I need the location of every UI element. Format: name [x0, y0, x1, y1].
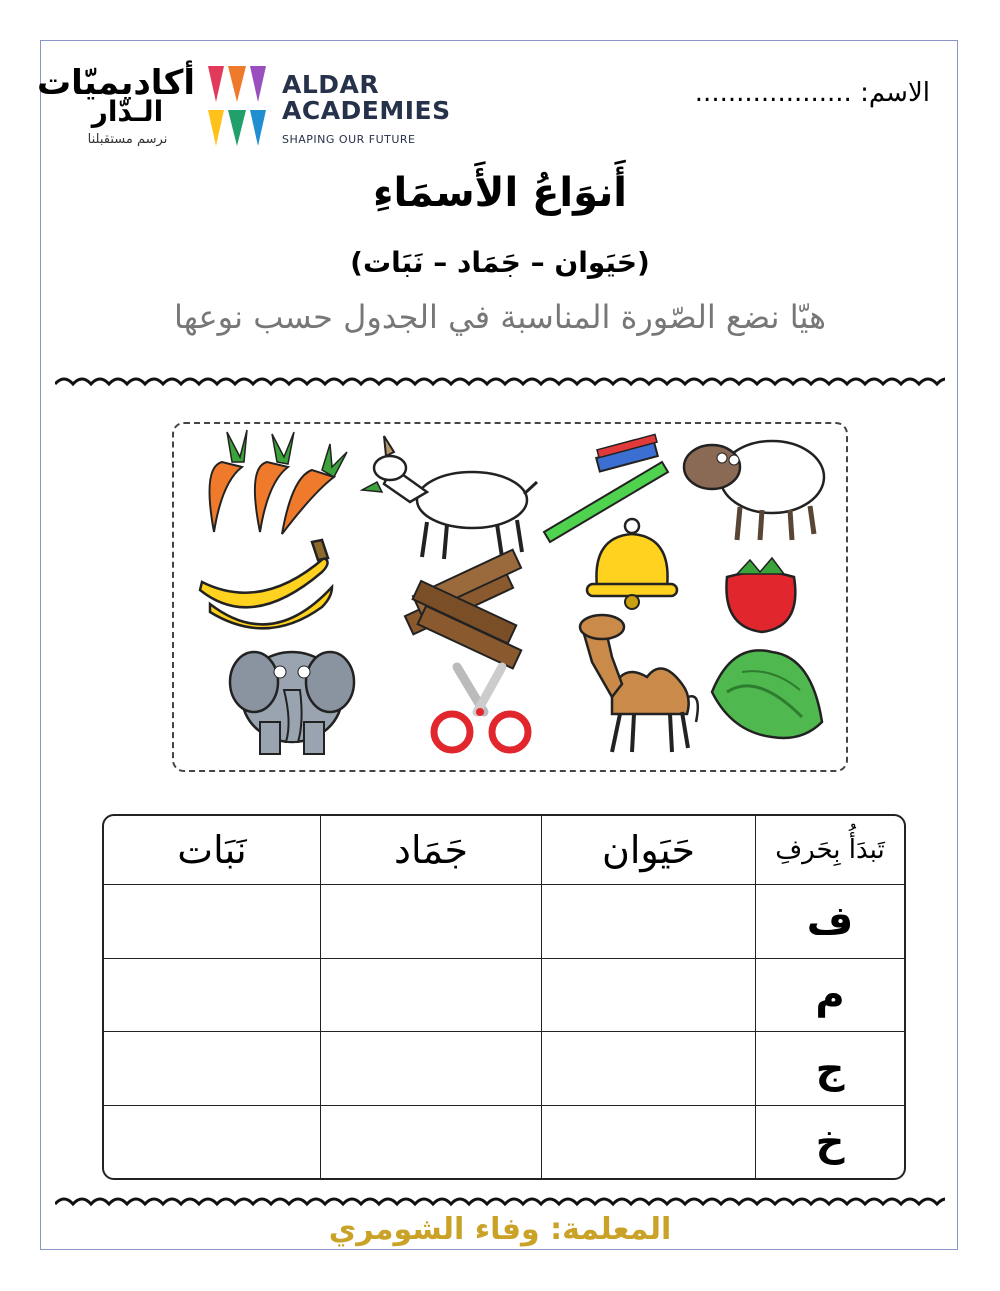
- table-row: [104, 959, 904, 1033]
- row-letter: ف: [755, 885, 904, 959]
- camel-icon[interactable]: [580, 615, 698, 752]
- logo-arabic-tagline: نرسم مستقبلنا: [87, 132, 168, 147]
- carrots-icon[interactable]: [210, 430, 348, 534]
- bananas-icon[interactable]: [200, 540, 332, 628]
- drop-cell-animal[interactable]: [541, 1106, 755, 1178]
- header-animal: حَيَوان: [541, 816, 755, 885]
- logo-english-name-line2: ACADEMIES: [282, 96, 451, 125]
- row-letter: خ: [755, 1106, 904, 1178]
- drop-cell-animal[interactable]: [541, 959, 755, 1033]
- elephant-icon[interactable]: [230, 652, 354, 754]
- aldar-logo-mark-icon: [206, 62, 268, 150]
- lettuce-icon[interactable]: [712, 650, 822, 738]
- table-row: [104, 1106, 904, 1178]
- row-letter: م: [755, 959, 904, 1033]
- worksheet-title: أَنوَاعُ الأَسمَاءِ: [373, 170, 627, 216]
- row-letter: ج: [755, 1032, 904, 1106]
- table-row: [104, 1032, 904, 1106]
- drop-cell-object[interactable]: [320, 1032, 541, 1106]
- table-header-row: [104, 816, 904, 885]
- logo-english-name-line1: ALDAR: [282, 70, 380, 99]
- worksheet-subtitle: (حَيَوان – جَمَاد – نَبَات): [350, 246, 650, 279]
- worksheet-instruction: هيّا نضع الصّورة المناسبة في الجدول حسب نوعها: [173, 298, 827, 336]
- drop-cell-animal[interactable]: [541, 885, 755, 959]
- scissors-icon[interactable]: [434, 667, 528, 750]
- drop-cell-plant[interactable]: [104, 1032, 320, 1106]
- drop-cell-object[interactable]: [320, 1106, 541, 1178]
- goat-icon[interactable]: [362, 436, 537, 559]
- wavy-divider-bottom: [55, 1192, 945, 1212]
- logo-english-tagline: SHAPING OUR FUTURE: [282, 133, 416, 146]
- wood-planks-icon[interactable]: [405, 550, 521, 669]
- header-object: جَمَاد: [320, 816, 541, 885]
- teacher-name: المعلمة: وفاء الشومري: [328, 1212, 672, 1247]
- logo-arabic-name-line1: أكاديميّات: [36, 63, 195, 103]
- drop-cell-object[interactable]: [320, 885, 541, 959]
- table-row: [104, 885, 904, 959]
- sheep-icon[interactable]: [684, 441, 824, 540]
- wavy-divider-top: [55, 372, 945, 392]
- strawberry-icon[interactable]: [726, 558, 795, 632]
- student-name-field[interactable]: الاسم: ...................: [694, 78, 930, 108]
- classification-table: [102, 814, 906, 1180]
- drop-cell-plant[interactable]: [104, 959, 320, 1033]
- drop-cell-animal[interactable]: [541, 1032, 755, 1106]
- toothbrush-icon[interactable]: [544, 434, 668, 542]
- header-starts-with-letter: تَبدَأُ بِحَرفِ: [755, 816, 904, 885]
- drop-cell-object[interactable]: [320, 959, 541, 1033]
- picture-bank-illustrations: [172, 422, 848, 772]
- bell-icon[interactable]: [587, 519, 677, 609]
- drop-cell-plant[interactable]: [104, 1106, 320, 1178]
- drop-cell-plant[interactable]: [104, 885, 320, 959]
- header-plant: نَبَات: [104, 816, 320, 885]
- logo-arabic-name-line2: الـدّار: [91, 95, 164, 128]
